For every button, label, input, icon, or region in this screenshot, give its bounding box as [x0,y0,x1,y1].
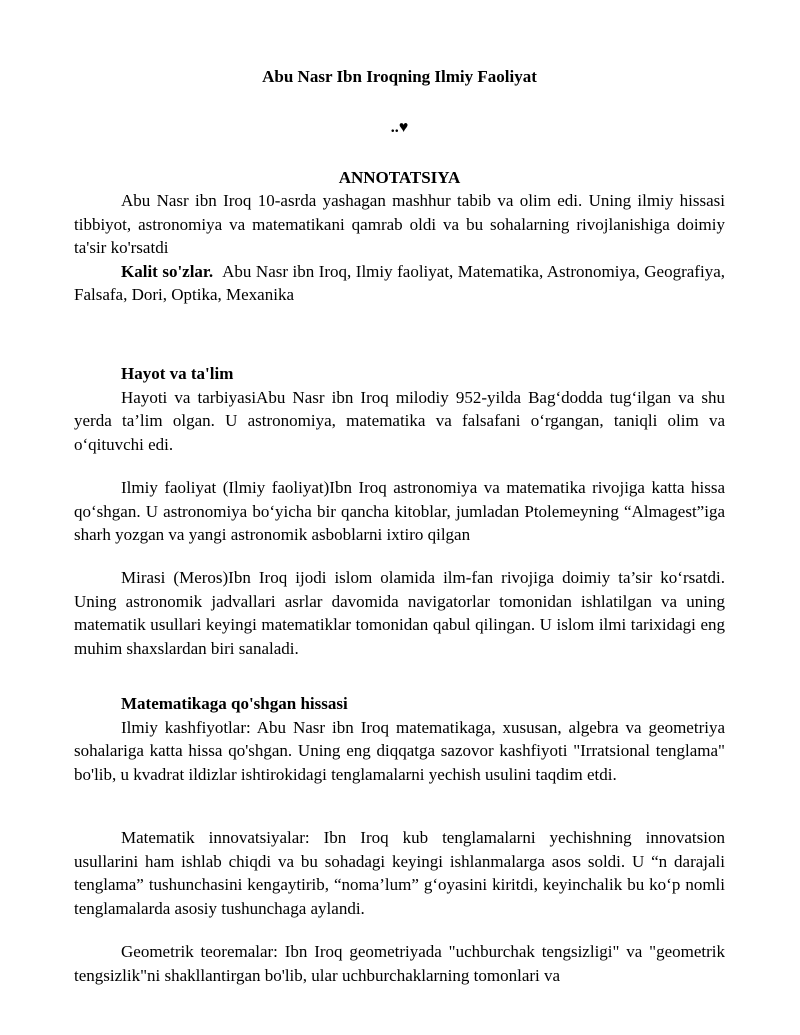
section-life-education [74,362,725,456]
section-math-contribution [74,692,725,786]
geometry-block [74,940,725,987]
annotation-paragraph: Abu Nasr ibn Iroq 10-asrda yashagan mashhur tabib va olim edi. Uning ilmiy hissasi tibbiyot, astronomiya va matematikani qamrab oldi va bu sohalarning rivojlanishiga doimiy ta'sir ko'rsatdi [74,191,725,257]
document-title: Abu Nasr Ibn Iroqning Ilmiy Faoliyat [262,67,537,86]
annotation-heading: ANNOTATSIYA [338,168,461,187]
discoveries-paragraph: Ilmiy kashfiyotlar: Abu Nasr ibn Iroq matematikaga, xususan, algebra va geometriya sohalariga katta hissa qo'shgan. Uning eng diqqatga sazovor kashfiyoti "Irratsional tenglama" bo'lib, u kvadrat ildizlar ishtirokidagi tenglamalarni yechish usulini taqdim etdi. [74,717,725,784]
life-paragraph: Hayoti va tarbiyasiAbu Nasr ibn Iroq milodiy 952-yilda Bag‘dodda tug‘ilgan va shu yerda ta’lim olgan. U astronomiya, matematika va falsafani o‘rgangan, taniqli olim va o‘qituvchi edi. [74,387,725,454]
keywords-text: Abu Nasr ibn Iroq, Ilmiy faoliyat, Matematika, Astronomiya, Geografiya, Falsafa, Dori, Optika, Mexanika [74,261,725,304]
legacy-block [74,566,725,660]
scientific-activity-block [74,476,725,547]
section-heading-life: Hayot va ta'lim [121,364,234,383]
innovations-block [74,826,725,920]
innovations-paragraph: Matematik innovatsiyalar: Ibn Iroq kub tenglamalarni yechishning innovatsion usullarini ham ishlab chiqdi va bu sohadagi keyingi ishlanmalarga asos soldi. U “n darajali tenglama” tushunchasini kengaytirib, “noma’lum” g‘oyasini kiritdi, keyinchalik bu ko‘p nomli tenglamalarda asosiy tushunchaga aylandi. [74,828,725,918]
annotation-block [74,189,725,307]
geometry-paragraph: Geometrik teoremalar: Ibn Iroq geometriyada "uchburchak tengsizligi" va "geometrik tengsizlik"ni shakllantirgan bo'lib, ular uchburchaklarning tomonlari va [74,942,725,985]
legacy-paragraph: Mirasi (Meros)Ibn Iroq ijodi islom olamida ilm-fan rivojiga doimiy ta’sir ko‘rsatdi. Uning astronomik jadvallari asrlar davomida navigatorlar tomonidan ishlatilgan va uning matematik usullari keyingi matematiklar tomonidan qabul qilingan. U islom ilmi tarixidagi eng muhim shaxslardan biri sanaladi. [74,568,725,658]
scientific-activity-paragraph: Ilmiy faoliyat (Ilmiy faoliyat)Ibn Iroq astronomiya va matematika rivojiga katta hissa qo‘shgan. U astronomiya bo‘yicha bir qancha kitoblar, jumladan Ptolemeyning “Almagest”iga sharh yozgan va yangi astronomik asboblarni ixtiro qilgan [74,478,725,544]
section-heading-math: Matematikaga qo'shgan hissasi [121,694,348,713]
keywords-label: Kalit so'zlar. [121,261,214,281]
keywords-paragraph [74,260,725,307]
heart-ornament: ..♥ [390,119,409,136]
